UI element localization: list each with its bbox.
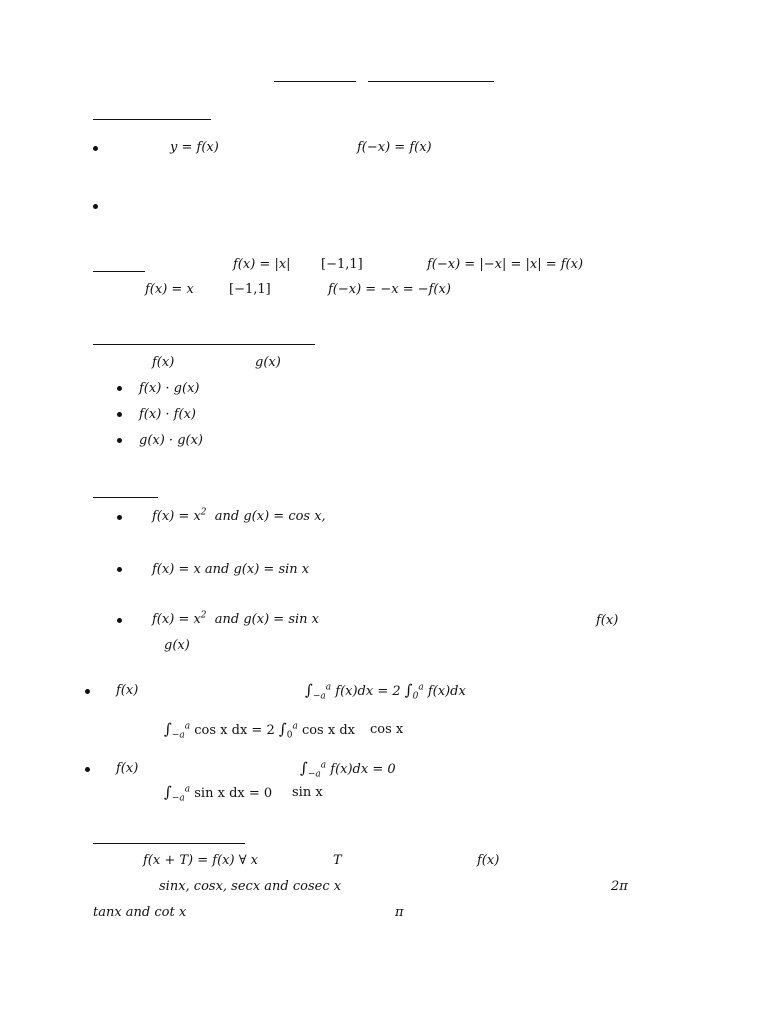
math-expression: f(x) = x <box>145 282 194 297</box>
math-expression: f(−x) = f(x) <box>357 140 432 155</box>
bullet <box>85 767 90 772</box>
math-expression: sinx, cosx, secx and cosec x <box>159 879 342 894</box>
math-interval: [−1,1] <box>229 282 271 297</box>
math-expression: $f(x) = x^2$ and g(x) = sin x <box>152 610 319 627</box>
math-expression: $f(x) = x^2$ and g(x) = cos x, <box>152 507 326 524</box>
math-expression: π <box>395 905 404 920</box>
bullet <box>117 618 122 623</box>
bullet <box>117 412 122 417</box>
math-expression: f(x) <box>596 613 619 628</box>
math-expression: T <box>333 853 342 868</box>
math-expression: f(x) <box>116 761 139 776</box>
bullet <box>117 515 122 520</box>
title-underline-2 <box>368 81 494 82</box>
integral-formula: $\int_{-a}^a$ sin x dx = 0 <box>164 783 273 804</box>
math-expression: f(x + T) = f(x) ∀ x <box>143 853 259 868</box>
section-heading-underline <box>93 344 315 345</box>
math-expression: g(x) <box>164 638 190 653</box>
math-expression: f(x) · g(x) <box>139 381 200 396</box>
bullet <box>117 567 122 572</box>
math-expression: f(x) <box>152 355 175 370</box>
bullet <box>93 204 98 209</box>
title-underline-1 <box>274 81 356 82</box>
math-expression: f(−x) = |−x| = |x| = f(x) <box>427 257 584 272</box>
math-expression: cos x <box>370 722 404 737</box>
math-interval: [−1,1] <box>321 257 363 272</box>
bullet <box>117 386 122 391</box>
integral-formula: $\int_{-a}^a$ cos x dx = 2 $\int_0^a$ cos x dx <box>164 720 355 741</box>
math-expression: f(−x) = −x = −f(x) <box>328 282 451 297</box>
math-expression: g(x) <box>255 355 281 370</box>
integral-formula: $\int_{-a}^a$ f(x)dx = 2 $\int_0^a$ f(x)dx <box>305 681 466 702</box>
example-heading-underline <box>93 497 158 498</box>
math-expression: sin x <box>292 785 323 800</box>
integral-formula: $\int_{-a}^a$ f(x)dx = 0 <box>300 759 396 780</box>
math-expression: 2π <box>611 879 628 894</box>
math-expression: f(x) = |x| <box>233 257 291 272</box>
bullet <box>93 146 98 151</box>
math-expression: tanx and cot x <box>93 905 187 920</box>
example-heading-underline <box>93 271 145 272</box>
section-heading-underline <box>93 843 245 844</box>
bullet <box>85 689 90 694</box>
math-expression: g(x) · g(x) <box>139 433 203 448</box>
math-expression: f(x) · f(x) <box>139 407 196 422</box>
bullet <box>117 438 122 443</box>
section-heading-underline <box>93 119 211 120</box>
math-expression: f(x) = x and g(x) = sin x <box>152 562 310 577</box>
math-expression: f(x) <box>477 853 500 868</box>
math-expression: y = f(x) <box>170 140 219 155</box>
math-expression: f(x) <box>116 683 139 698</box>
